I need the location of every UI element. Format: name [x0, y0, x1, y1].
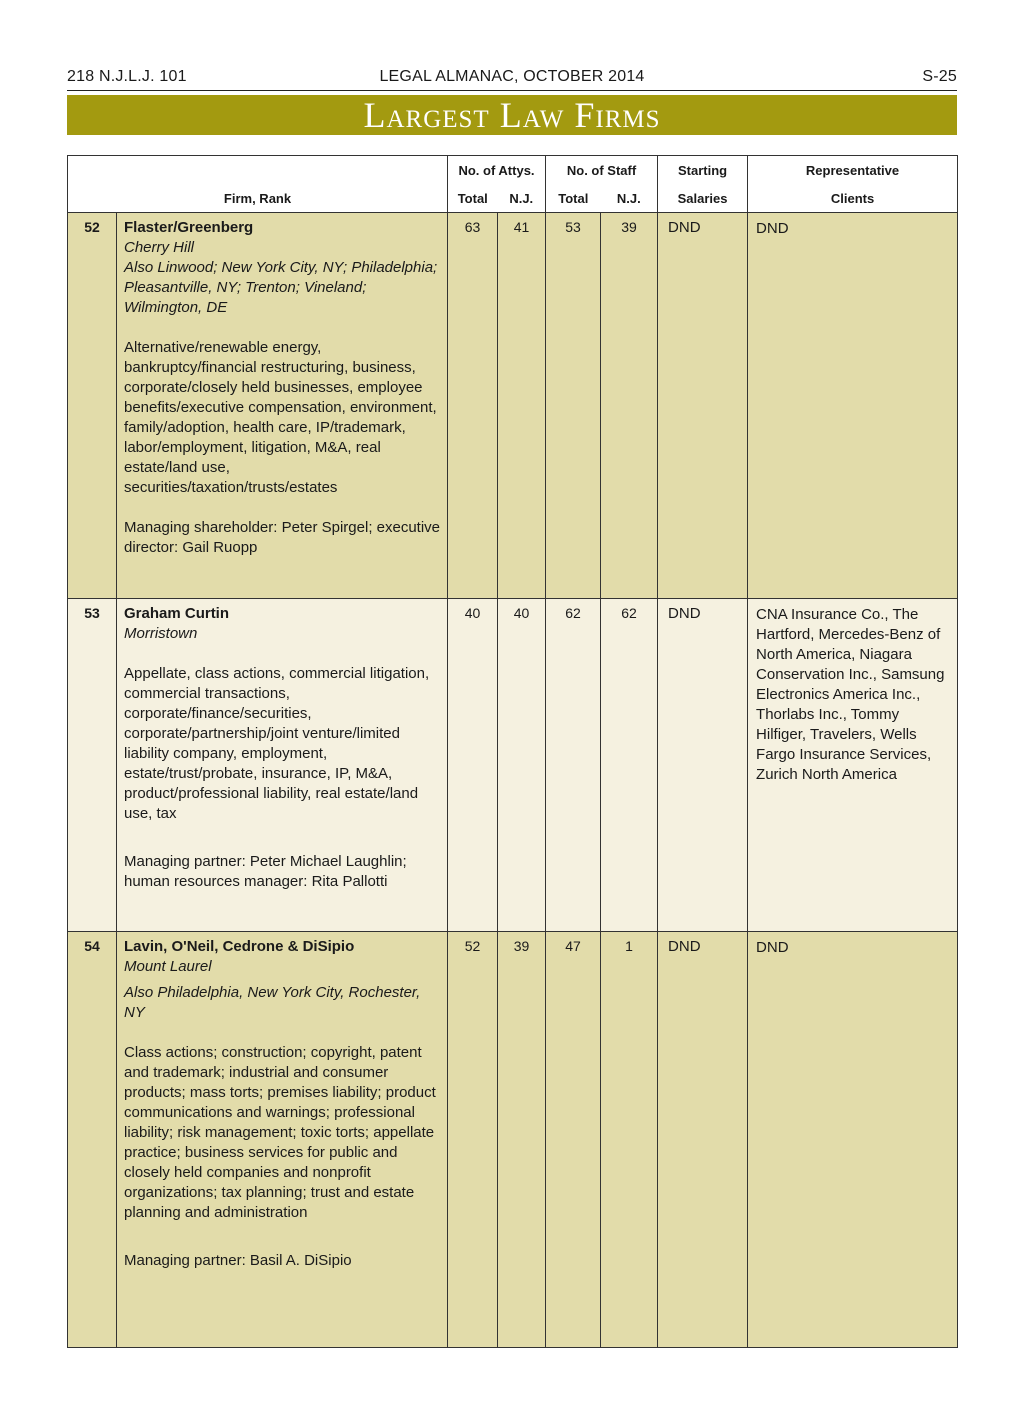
law-firms-table: [67, 155, 958, 1348]
header-salaries: Salaries: [658, 184, 748, 213]
firm-city: Morristown: [124, 625, 198, 642]
running-header: [67, 68, 957, 90]
firm-rank: 52: [68, 213, 117, 599]
attys-nj: 39: [498, 932, 546, 1348]
header-attys-nj: N.J.: [498, 184, 546, 213]
attys-total: 63: [448, 213, 498, 599]
page-number: S-25: [922, 68, 957, 85]
management: Managing partner: Basil A. DiSipio: [124, 1252, 352, 1269]
practice-areas: Appellate, class actions, commercial litigation, commercial transactions, corporate/finance/securities, corporate/partnership/joint venture/limited liability company, employment, estate/trust/probate, insurance, IP, M&A, product/professional liability, real estate/land use, tax: [124, 665, 430, 822]
firm-name: Lavin, O'Neil, Cedrone & DiSipio: [124, 938, 355, 955]
citation: 218 N.J.L.J. 101: [67, 68, 187, 85]
management: Managing shareholder: Peter Spirgel; executive director: Gail Ruopp: [124, 519, 441, 556]
firm-details: [117, 599, 448, 932]
firm-name: Flaster/Greenberg: [124, 219, 254, 236]
attys-nj: 41: [498, 213, 546, 599]
firm-city: Mount Laurel: [124, 958, 212, 975]
starting-salaries: DND: [658, 932, 748, 1348]
management: Managing partner: Peter Michael Laughlin; human resources manager: Rita Pallotti: [124, 853, 407, 890]
header-staff-total: Total: [546, 184, 601, 213]
staff-nj: 1: [601, 932, 658, 1348]
header-attys-total: Total: [448, 184, 498, 213]
staff-total: 53: [546, 213, 601, 599]
table-row: [68, 213, 958, 599]
firm-details: [117, 213, 448, 599]
section-banner: [67, 95, 957, 135]
table-row: [68, 599, 958, 932]
header-clients: Clients: [748, 184, 958, 213]
header-firm-rank: Firm, Rank: [68, 184, 448, 213]
staff-total: 47: [546, 932, 601, 1348]
staff-nj: 62: [601, 599, 658, 932]
firm-rank: 54: [68, 932, 117, 1348]
practice-areas: Alternative/renewable energy, bankruptcy/financial restructuring, business, corporate/closely held businesses, employee benefits/executive compensation, environment, family/adoption, health care, IP/trademark, labor/employment, litigation, M&A, real estate/land use, securities/taxation/trusts/estates: [124, 339, 437, 496]
publication-title: LEGAL ALMANAC, OCTOBER 2014: [379, 68, 645, 85]
header-starting: Starting: [658, 156, 748, 185]
firm-details: [117, 932, 448, 1348]
staff-nj: 39: [601, 213, 658, 599]
firm-rank: 53: [68, 599, 117, 932]
firm-name: Graham Curtin: [124, 605, 230, 622]
firm-other-offices: Also Philadelphia, New York City, Rochester, NY: [124, 984, 421, 1021]
section-title: Largest Law Firms: [363, 95, 661, 135]
attys-total: 40: [448, 599, 498, 932]
representative-clients: DND: [748, 932, 958, 1348]
starting-salaries: DND: [658, 213, 748, 599]
header-spacer: [68, 156, 448, 185]
header-representative: Representative: [748, 156, 958, 185]
attys-total: 52: [448, 932, 498, 1348]
firm-other-offices: Also Linwood; New York City, NY; Philadelphia; Pleasantville, NY; Trenton; Vineland; Wilmington, DE: [124, 259, 438, 316]
header-attys: No. of Attys.: [448, 156, 546, 185]
representative-clients: CNA Insurance Co., The Hartford, Mercedes-Benz of North America, Niagara Conservation Inc., Samsung Electronics America Inc., Thorlabs Inc., Tommy Hilfiger, Travelers, Wells Fargo Insurance Services, Zurich North America: [748, 599, 958, 932]
header-staff: No. of Staff: [546, 156, 658, 185]
representative-clients: DND: [748, 213, 958, 599]
attys-nj: 40: [498, 599, 546, 932]
practice-areas: Class actions; construction; copyright, patent and trademark; industrial and consumer products; mass torts; premises liability; product communications and warnings; professional liability; risk management; toxic torts; appellate practice; business services for public and closely held companies and nonprofit organizations; tax planning; trust and estate planning and administration: [124, 1044, 436, 1221]
firm-city: Cherry Hill: [124, 239, 195, 256]
header-staff-nj: N.J.: [601, 184, 658, 213]
staff-total: 62: [546, 599, 601, 932]
header-rule: [67, 90, 957, 91]
starting-salaries: DND: [658, 599, 748, 932]
table-row: [68, 932, 958, 1348]
